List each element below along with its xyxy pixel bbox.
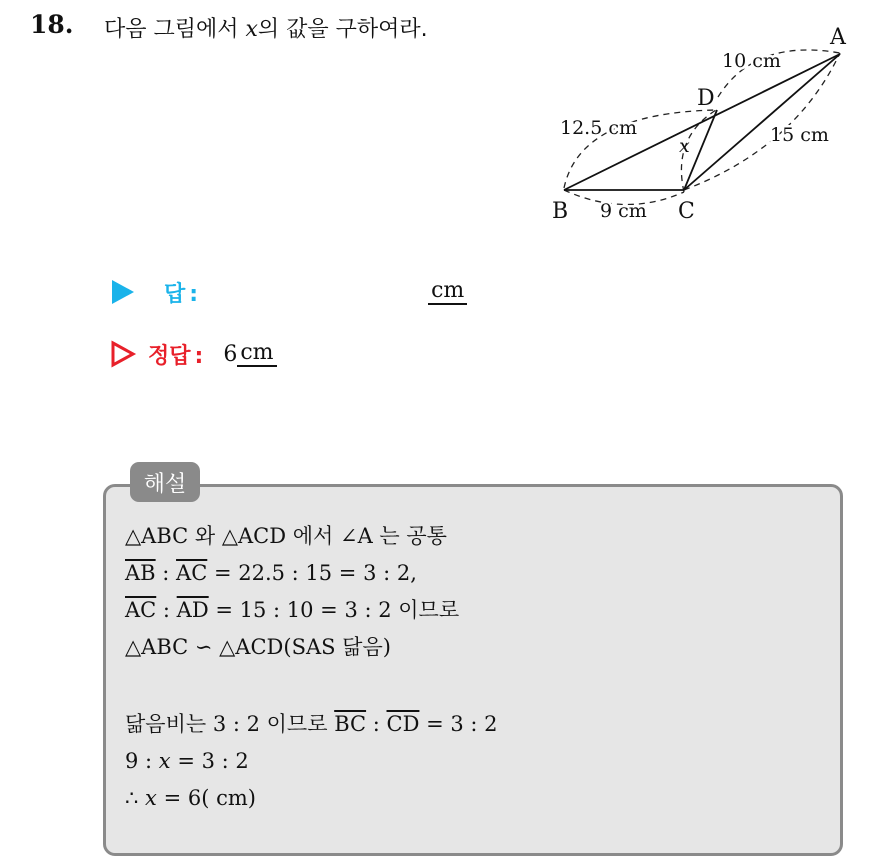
solution-line	[125, 629, 825, 666]
solution-segment: = 15 : 10 = 3 : 2 이므로	[208, 598, 460, 622]
correct-answer-label: 정답 :	[148, 343, 204, 369]
correct-answer-row	[110, 336, 277, 372]
solution-line	[125, 592, 825, 629]
solution-segment: $\overline{CD}$	[386, 712, 420, 736]
outline-play-marker-icon	[110, 341, 136, 367]
label-cd: x	[679, 135, 690, 157]
play-marker-icon	[110, 279, 136, 305]
solution-segment: :	[155, 561, 177, 585]
correct-answer-value: 6	[223, 341, 238, 367]
solution-segment: △ABC ∽ △ACD(SAS 닮음)	[125, 635, 391, 659]
answer-row	[110, 274, 467, 310]
question-variable: x	[245, 17, 258, 42]
question-number: 18.	[30, 10, 74, 39]
point-label-c: C	[678, 199, 695, 224]
solution-segment: $\overline{AC}$	[176, 561, 208, 585]
solution-segment: $\overline{AC}$	[125, 598, 157, 622]
correct-answer-unit: cm	[237, 341, 276, 367]
solution-segment: = 22.5 : 15 = 3 : 2,	[207, 561, 417, 585]
solution-line	[125, 780, 825, 817]
solution-segment: $\overline{AB}$	[125, 561, 156, 585]
solution-segment: :	[156, 598, 177, 622]
solution-line	[125, 518, 825, 555]
solution-segment: $\overline{BC}$	[334, 712, 367, 736]
solution-segment: :	[366, 712, 387, 736]
question-text-after: 의 값을 구하여라.	[257, 17, 428, 42]
label-ad: 10 cm	[722, 50, 781, 72]
solution-segment: x	[145, 786, 157, 810]
point-label-d: D	[697, 86, 715, 111]
solution-line	[125, 743, 825, 780]
solution-line	[125, 555, 825, 592]
solution-tab: 해설	[130, 462, 200, 502]
label-ab: 12.5 cm	[560, 117, 638, 139]
point-label-b: B	[552, 199, 569, 224]
solution-segment: △ABC 와 △ACD 에서 ∠A 는 공통	[125, 524, 447, 548]
solution-segment: 9 :	[125, 749, 159, 773]
solution-segment: 닮음비는 3 : 2 이므로	[125, 712, 335, 736]
question-text-before: 다음 그림에서	[104, 17, 246, 42]
solution-segment: = 6( cm)	[156, 786, 256, 810]
solution-line	[125, 706, 825, 743]
solution-line	[125, 666, 825, 706]
point-label-a: A	[830, 25, 846, 50]
answer-label: 답 :	[164, 281, 199, 307]
solution-lines	[125, 518, 825, 817]
label-bc: 9 cm	[600, 200, 647, 222]
answer-unit: cm	[428, 279, 467, 305]
solution-segment: = 3 : 2	[419, 712, 498, 736]
question-text	[104, 12, 428, 43]
triangle-figure	[540, 18, 846, 228]
segment-ca	[684, 54, 840, 190]
solution-segment: ∴	[125, 786, 146, 810]
solution-segment: x	[158, 749, 171, 773]
label-ac: 15 cm	[770, 124, 829, 146]
solution-segment: = 3 : 2	[170, 749, 249, 773]
solution-segment: $\overline{AD}$	[176, 598, 209, 622]
